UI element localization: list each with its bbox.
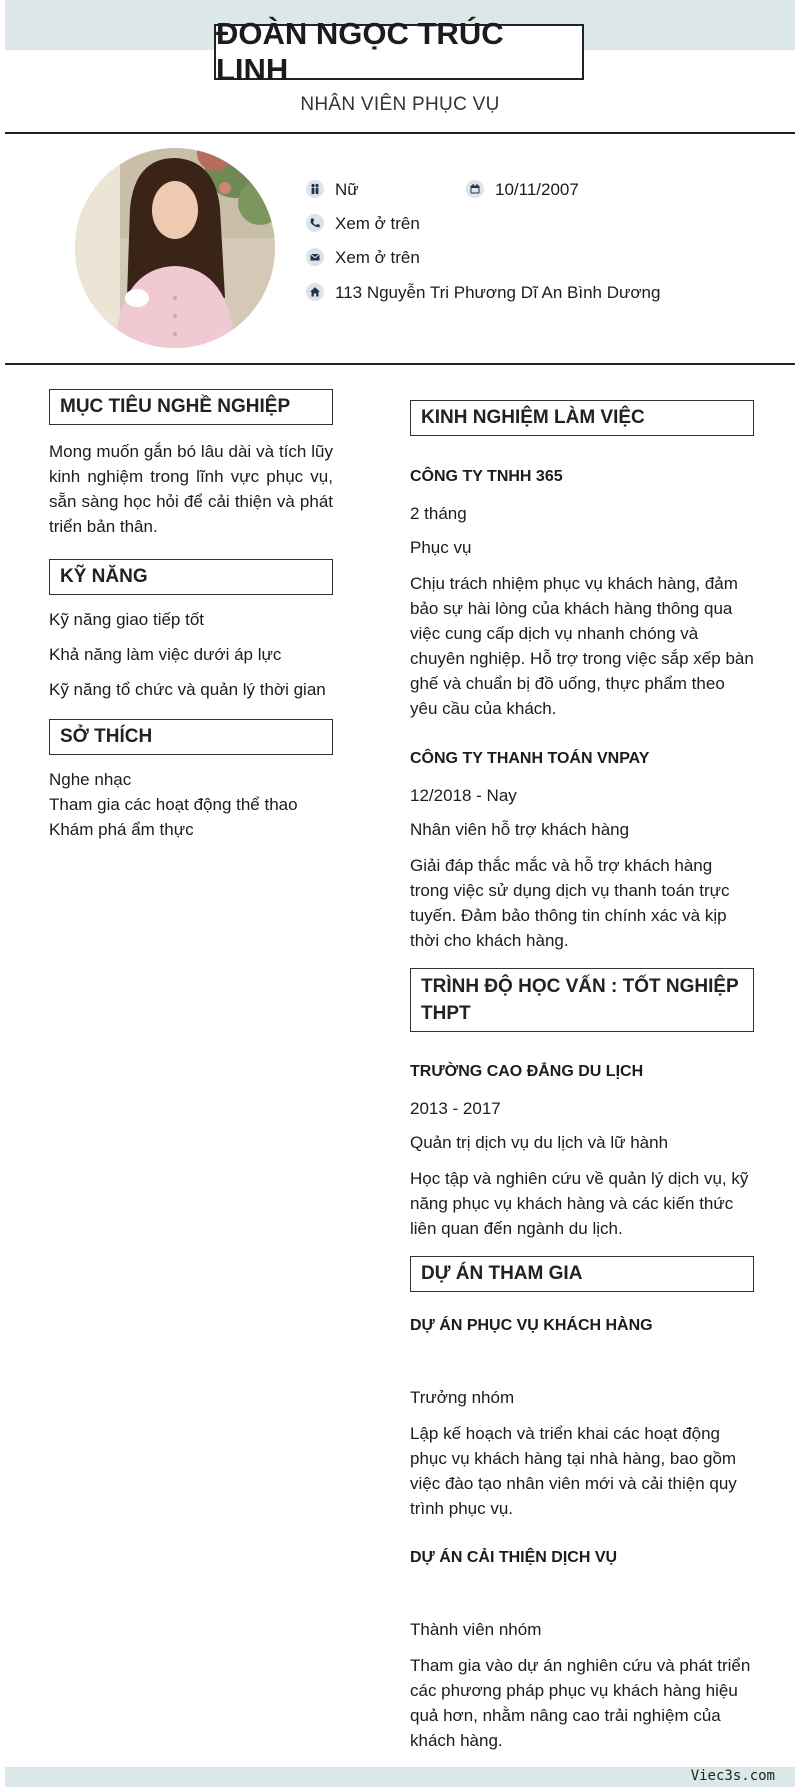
projects-heading: DỰ ÁN THAM GIA	[410, 1256, 754, 1292]
cv-page	[5, 0, 795, 1787]
birthdate-value: 10/11/2007	[495, 180, 579, 199]
company-name: CÔNG TY TNHH 365	[410, 468, 563, 485]
education-period: 2013 - 2017	[410, 1099, 501, 1118]
skill-item: Khả năng làm việc dưới áp lực	[49, 645, 282, 664]
job-description: Giải đáp thắc mắc và hỗ trợ khách hàng trong việc sử dụng dịch vụ thanh toán trực tuyến. Đảm bảo thông tin chính xác và kịp thời cho khách hàng.	[410, 856, 730, 950]
footer-band	[5, 1767, 795, 1787]
top-divider	[5, 132, 795, 134]
project-role: Trưởng nhóm	[410, 1388, 515, 1407]
project-description: Tham gia vào dự án nghiên cứu và phát triển các phương pháp phục vụ khách hàng hiệu quả hơn, nhằm nâng cao trải nghiệm của khách hàng.	[410, 1656, 751, 1750]
watermark: Viec3s.com	[690, 1768, 775, 1784]
project-role: Thành viên nhóm	[410, 1620, 542, 1639]
hobby-item: Tham gia các hoạt động thể thao	[49, 795, 298, 814]
job-role: Phục vụ	[410, 538, 472, 557]
school-name: TRƯỜNG CAO ĐẲNG DU LỊCH	[410, 1063, 644, 1080]
skill-item: Kỹ năng giao tiếp tốt	[49, 610, 205, 629]
address-value: 113 Nguyễn Tri Phương Dĩ An Bình Dương	[335, 283, 661, 302]
objective-text: Mong muốn gắn bó lâu dài và tích lũy kinh nghiệm trong lĩnh vực phục vụ, sẵn sàng học hỏi để cải thiện và phát triển bản thân.	[49, 442, 333, 536]
company-name: CÔNG TY THANH TOÁN VNPAY	[410, 750, 650, 767]
avatar	[75, 148, 275, 348]
education-heading: TRÌNH ĐỘ HỌC VẤN : TỐT NGHIỆP THPT	[410, 968, 754, 1032]
hobby-item: Nghe nhạc	[49, 770, 132, 789]
home-icon	[306, 283, 324, 301]
project-description: Lập kế hoạch và triển khai các hoạt động phục vụ khách hàng tại nhà hàng, bao gồm việc đào tạo nhân viên mới và cải thiện quy trình phục vụ.	[410, 1424, 737, 1518]
email-icon	[306, 248, 324, 266]
job-period: 2 tháng	[410, 504, 467, 523]
objective-heading: MỤC TIÊU NGHỀ NGHIỆP	[49, 389, 333, 425]
phone-value: Xem ở trên	[335, 214, 420, 233]
education-major: Quản trị dịch vụ du lịch và lữ hành	[410, 1133, 669, 1152]
education-description: Học tập và nghiên cứu về quản lý dịch vụ, kỹ năng phục vụ khách hàng và các kiến thức liên quan đến ngành du lịch.	[410, 1169, 749, 1238]
skill-item: Kỹ năng tổ chức và quản lý thời gian	[49, 680, 326, 699]
candidate-name: ĐOÀN NGỌC TRÚC LINH	[214, 24, 584, 80]
job-description: Chịu trách nhiệm phục vụ khách hàng, đảm bảo sự hài lòng của khách hàng thông qua việc cung cấp dịch vụ nhanh chóng và chuyên nghiệp. Hỗ trợ trong việc sắp xếp bàn ghế và chuẩn bị đồ uống, thực phẩm theo yêu cầu của khách.	[410, 574, 754, 718]
job-position: NHÂN VIÊN PHỤC VỤ	[300, 94, 500, 115]
calendar-icon	[466, 180, 484, 198]
hobby-item: Khám phá ẩm thực	[49, 820, 194, 839]
job-role: Nhân viên hỗ trợ khách hàng	[410, 820, 630, 839]
hobbies-heading: SỞ THÍCH	[49, 719, 333, 755]
info-divider	[5, 363, 795, 365]
job-period: 12/2018 - Nay	[410, 786, 517, 805]
gender-value: Nữ	[335, 180, 359, 199]
gender-icon	[306, 180, 324, 198]
skills-heading: KỸ NĂNG	[49, 559, 333, 595]
project-name: DỰ ÁN PHỤC VỤ KHÁCH HÀNG	[410, 1317, 653, 1334]
phone-icon	[306, 214, 324, 232]
email-value: Xem ở trên	[335, 248, 420, 267]
experience-heading: KINH NGHIỆM LÀM VIỆC	[410, 400, 754, 436]
project-name: DỰ ÁN CẢI THIỆN DỊCH VỤ	[410, 1549, 618, 1566]
